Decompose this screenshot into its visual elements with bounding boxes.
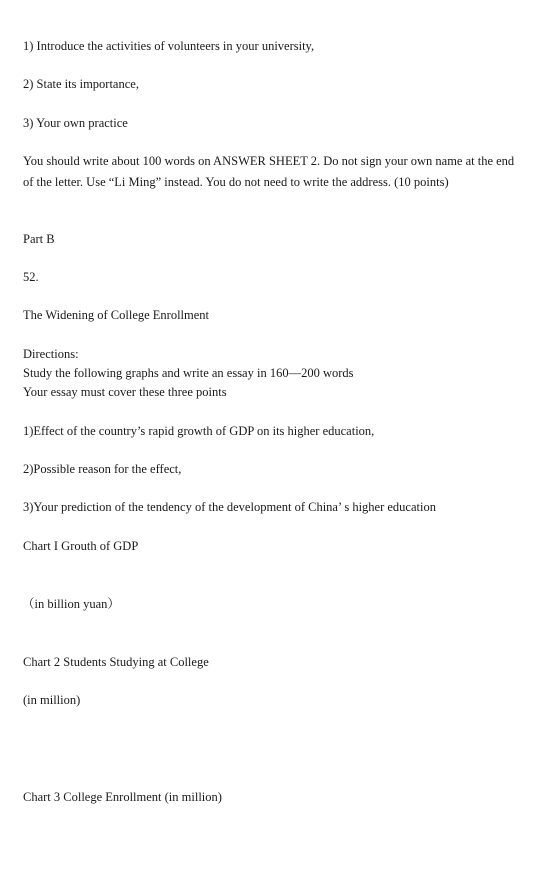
essay-title: The Widening of College Enrollment xyxy=(23,308,210,322)
essay-point-2: 2)Possible reason for the effect, xyxy=(23,462,182,476)
task-point-2: 2) State its importance, xyxy=(23,77,139,91)
chart-1-unit: （in billion yuan） xyxy=(22,597,120,611)
essay-point-1: 1)Effect of the country’s rapid growth of GDP on its higher education, xyxy=(23,424,375,438)
chart-2-title: Chart 2 Students Studying at College xyxy=(23,655,209,669)
instructions-line-1: You should write about 100 words on ANSWER SHEET 2. Do not sign your own name at the end xyxy=(23,154,515,168)
task-point-1: 1) Introduce the activities of volunteers in your university, xyxy=(23,39,315,53)
chart-1-title: Chart I Grouth of GDP xyxy=(23,539,139,553)
chart-3-title: Chart 3 College Enrollment (in million) xyxy=(23,790,222,804)
instructions-line-2: of the letter. Use “Li Ming” instead. You do not need to write the address. (10 points) xyxy=(23,175,449,189)
directions-label: Directions: xyxy=(23,347,79,361)
part-label: Part B xyxy=(23,232,55,246)
task-point-3: 3) Your own practice xyxy=(23,116,128,130)
directions-line-2: Your essay must cover these three points xyxy=(23,385,227,399)
directions-line-1: Study the following graphs and write an essay in 160—200 words xyxy=(23,366,354,380)
essay-point-3: 3)Your prediction of the tendency of the development of China’ s higher education xyxy=(23,500,436,514)
question-number: 52. xyxy=(23,270,39,284)
chart-2-unit: (in million) xyxy=(23,693,81,707)
